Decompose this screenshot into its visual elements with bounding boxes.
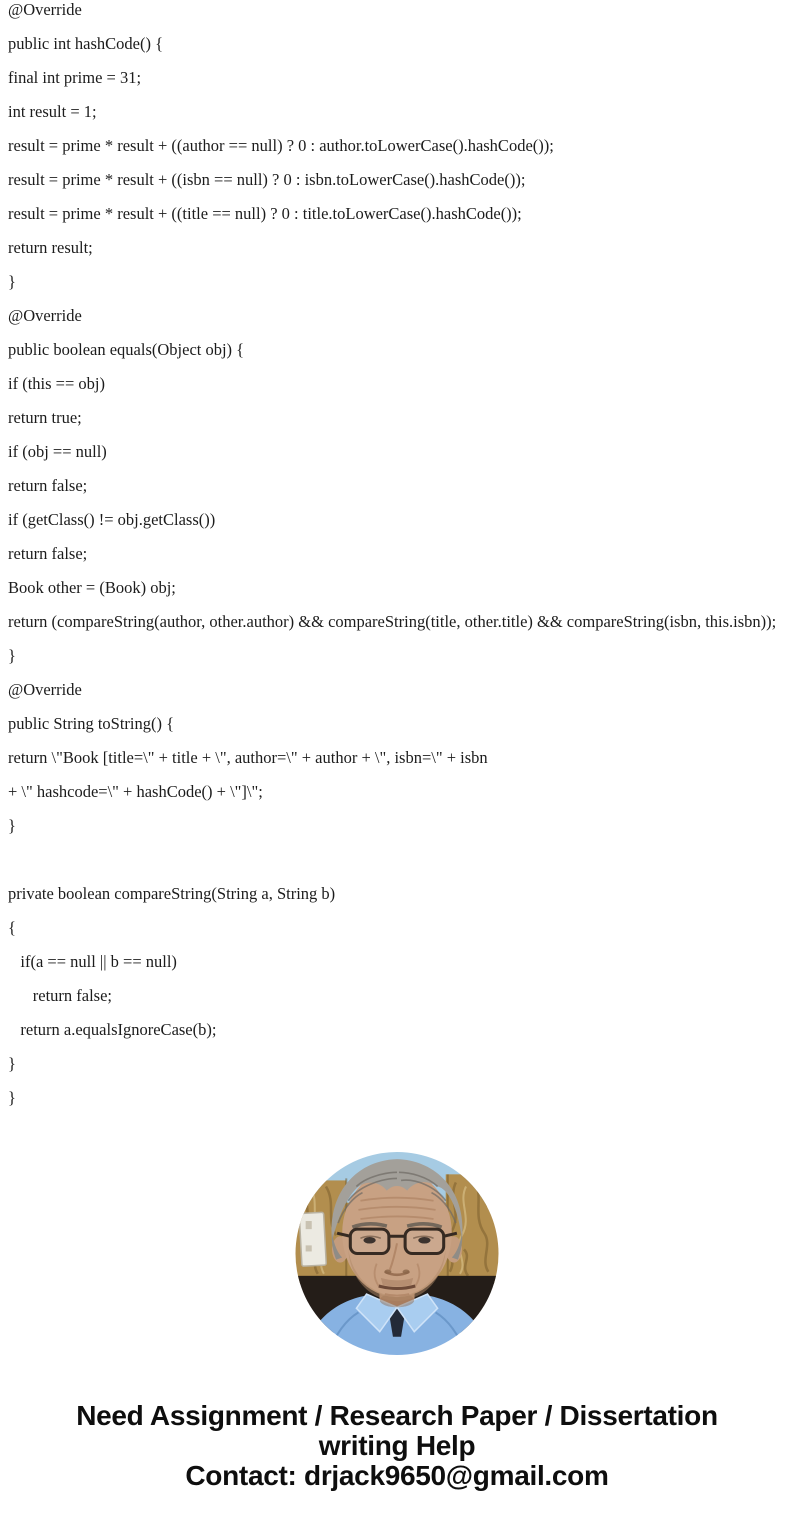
code-line: public String toString() { [8,714,175,733]
wall-panel [299,1212,326,1266]
code-line: } [8,1088,16,1107]
code-line: } [8,1054,16,1073]
code-line: return \"Book [title=\" + title + \", author=\" + author + \", isbn=\" + isbn [8,748,488,767]
code-line: @Override [8,306,82,325]
code-line: { [8,918,16,937]
code-line: @Override [8,0,82,19]
code-line: result = prime * result + ((author == null) ? 0 : author.toLowerCase().hashCode()); [8,136,554,155]
code-line: } [8,816,16,835]
code-line: if (this == obj) [8,374,105,393]
code-line: public int hashCode() { [8,34,164,53]
code-line: @Override [8,680,82,699]
code-line: } [8,272,16,291]
code-line: return result; [8,238,93,257]
code-line: } [8,646,16,665]
code-line: return false; [8,986,113,1005]
code-line: if (getClass() != obj.getClass()) [8,510,216,529]
footer-heading-line2: writing Help [318,1430,476,1461]
code-line: final int prime = 31; [8,68,142,87]
code-block [8,0,794,1115]
code-line: return a.equalsIgnoreCase(b); [8,1020,217,1039]
footer-banner [0,1401,794,1491]
code-line: return false; [8,476,88,495]
code-line [8,843,794,877]
code-line: public boolean equals(Object obj) { [8,340,245,359]
code-line: return (compareString(author, other.author) && compareString(title, other.title) && compareString(isbn, this.isbn)); [8,612,777,631]
code-line: Book other = (Book) obj; [8,578,176,597]
code-line: if (obj == null) [8,442,107,461]
code-line: if(a == null || b == null) [8,952,177,971]
profile-photo [296,1152,499,1355]
footer-contact-email: Contact: drjack9650@gmail.com [185,1460,609,1491]
code-line: return true; [8,408,82,427]
code-line: int result = 1; [8,102,97,121]
code-line: result = prime * result + ((title == null) ? 0 : title.toLowerCase().hashCode()); [8,204,522,223]
code-line: + \" hashcode=\" + hashCode() + \"]\"; [8,782,263,801]
code-line: return false; [8,544,88,563]
code-line: private boolean compareString(String a, String b) [8,884,336,903]
code-line: result = prime * result + ((isbn == null) ? 0 : isbn.toLowerCase().hashCode()); [8,170,526,189]
footer-heading-line1: Need Assignment / Research Paper / Dissertation [76,1400,718,1431]
profile-photo-image [296,1152,499,1355]
